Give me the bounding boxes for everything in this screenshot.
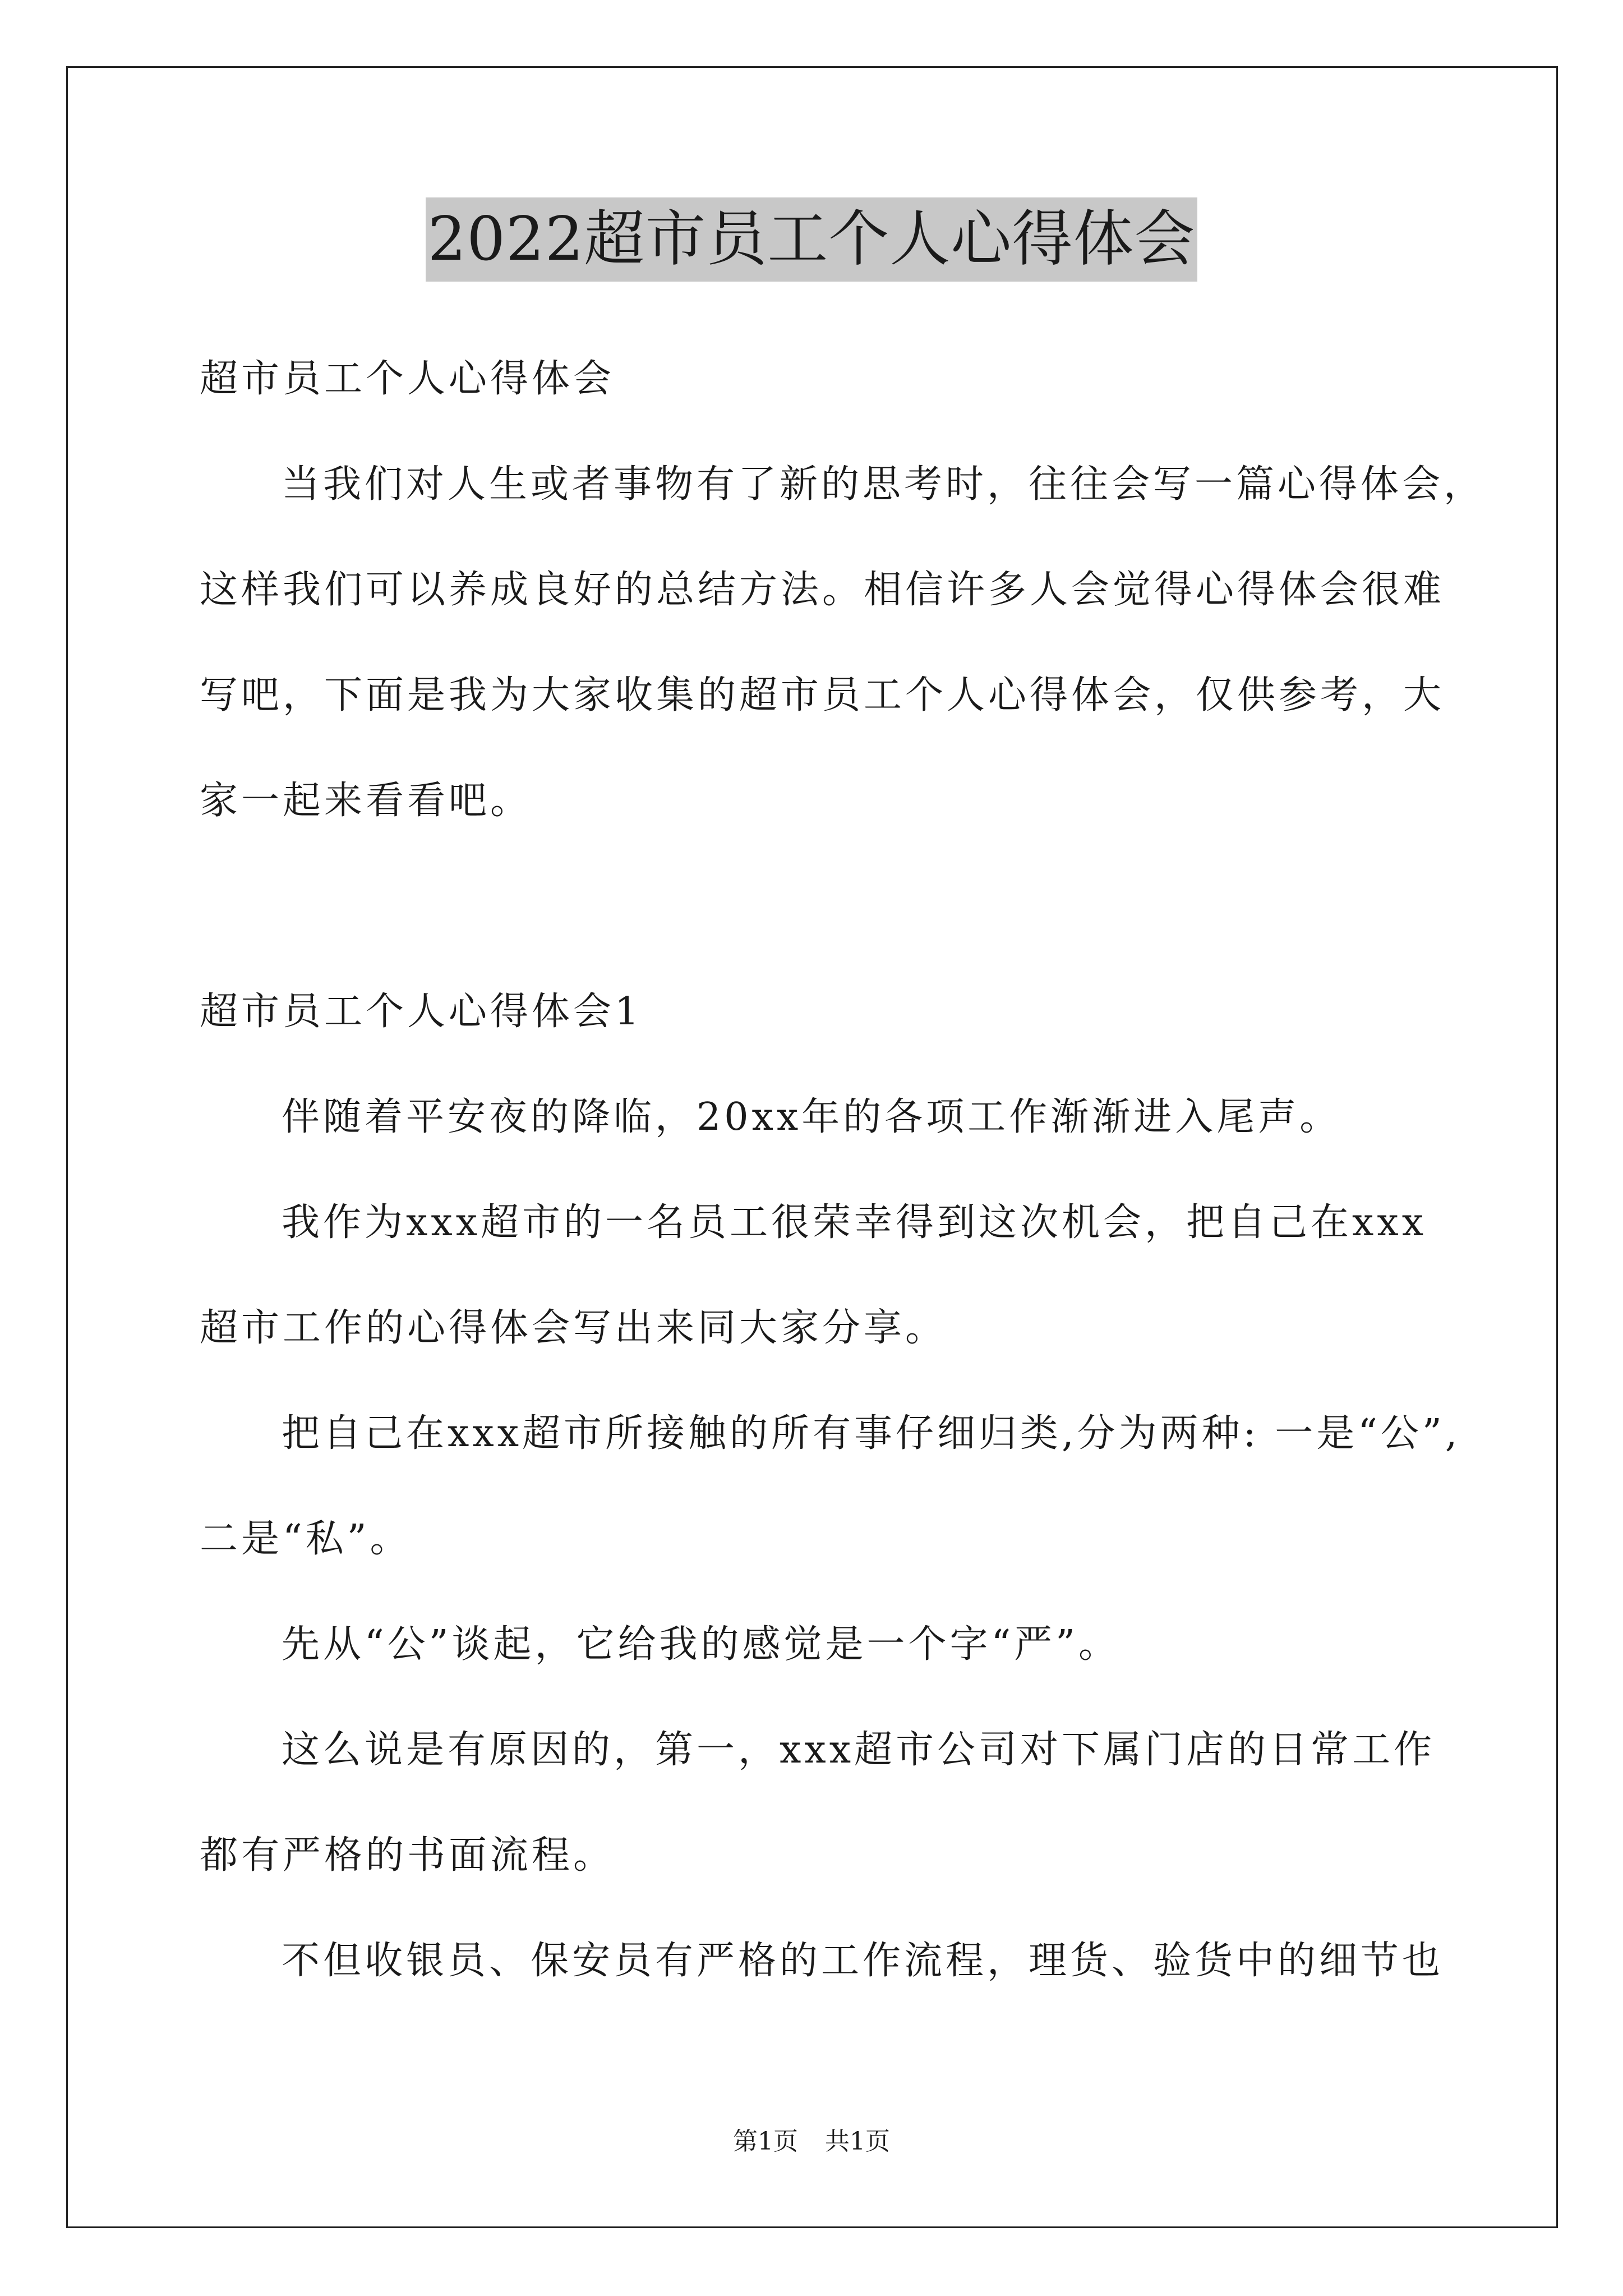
text-line: 不但收银员、保安员有严格的工作流程，理货、验货中的细节也 [282,1939,1444,1983]
text-line: 这么说是有原因的，第一，xxx超市公司对下属门店的日常工作 [282,1728,1436,1772]
paragraph-line [200,643,1445,748]
title-container [0,197,1623,282]
text-line: 这样我们可以养成良好的总结方法。相信许多人会觉得心得体会很难 [200,568,1445,612]
text-line: 都有严格的书面流程。 [200,1833,615,1878]
paragraph-line [200,1381,1461,1487]
page-total: 共1页 [825,2127,890,2156]
paragraph-line [200,1065,1433,1170]
paragraph-line [200,1908,1444,2014]
text-line: 先从“公”谈起，它给我的感觉是一个字“严”。 [282,1622,1121,1667]
text-line: 我作为xxx超市的一名员工很荣幸得到这次机会，把自己在xxx [282,1200,1427,1245]
paragraph-line [200,1170,1433,1276]
paragraph-line [200,748,1433,854]
paragraph-line [200,1487,1433,1592]
text-line: 超市员工个人心得体会1 [200,990,643,1034]
text-line: 超市员工个人心得体会 [200,357,615,401]
paragraph-line [200,1697,1436,1803]
paragraph-line [200,537,1445,643]
text-line: 二是“私”。 [200,1517,412,1561]
paragraph-line [200,1276,1433,1381]
document-title: 2022超市员工个人心得体会 [426,197,1198,282]
paragraph-line [200,1592,1433,1697]
paragraph-line [200,326,1433,432]
text-line: 当我们对人生或者事物有了新的思考时，往往会写一篇心得体会， [282,462,1486,507]
page-number: 第1页 [733,2127,798,2156]
text-line: 写吧，下面是我为大家收集的超市员工个人心得体会，仅供参考，大 [200,673,1445,717]
text-line: 家一起来看看吧。 [200,779,532,823]
paragraph-line [200,1803,1433,1908]
page-footer [0,2125,1623,2159]
paragraph-line [200,959,1433,1065]
text-line: 把自己在xxx超市所接触的所有事仔细归类,分为两种: 一是“公”, [282,1411,1461,1456]
text-line: 伴随着平安夜的降临，20xx年的各项工作渐渐进入尾声。 [282,1095,1341,1139]
paragraph-line [200,432,1486,537]
text-line: 超市工作的心得体会写出来同大家分享。 [200,1306,947,1350]
